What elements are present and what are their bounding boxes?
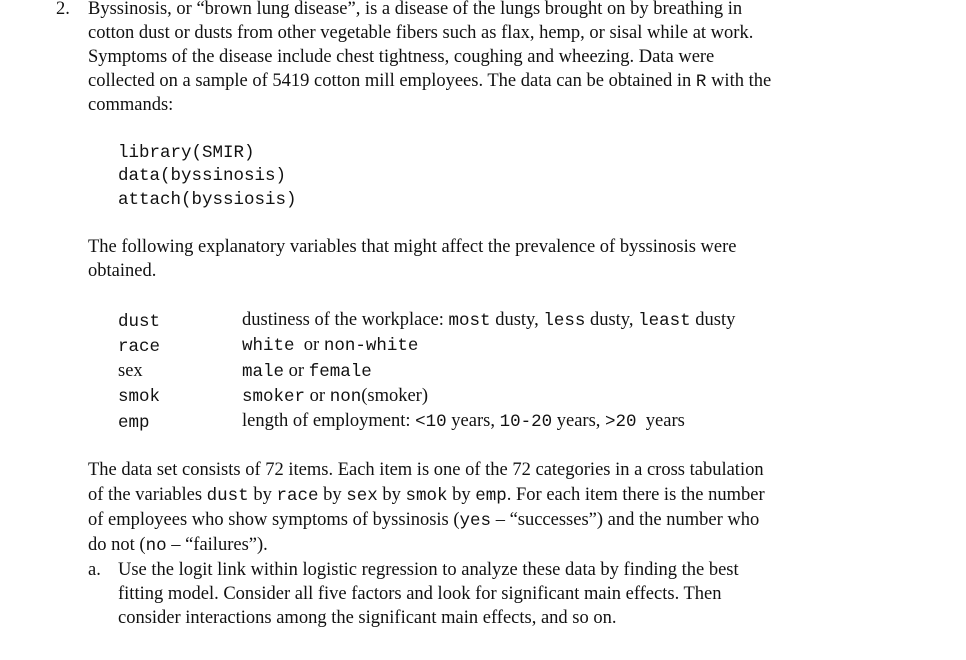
variable-name: race — [118, 337, 161, 357]
variable-description: dustiness of the workplace: most dusty, less dusty, least dusty — [242, 310, 736, 331]
dataset-line: of the variables dust by race by sex by smok by emp. For each item there is the number — [88, 485, 765, 506]
variables-intro-line: obtained. — [88, 261, 157, 281]
question-number: 2. — [56, 0, 70, 19]
intro-line: commands: — [88, 95, 174, 115]
variable-name: sex — [118, 361, 143, 381]
variable-description: white or non-white — [242, 335, 419, 356]
intro-line: Byssinosis, or “brown lung disease”, is a disease of the lungs brought on by breathing in — [88, 0, 743, 19]
dataset-line: The data set consists of 72 items. Each item is one of the 72 categories in a cross tabulation — [88, 460, 764, 480]
intro-line: collected on a sample of 5419 cotton mill employees. The data can be obtained in R with the — [88, 71, 772, 92]
variable-description: male or female — [242, 361, 372, 382]
variable-name: dust — [118, 312, 161, 332]
part-a-line: consider interactions among the significant main effects, and so on. — [118, 608, 617, 628]
variable-description: length of employment: <10 years, 10-20 years, >20 years — [242, 411, 685, 432]
dataset-line: do not (no – “failures”). — [88, 535, 268, 556]
code-line: attach(byssiosis) — [118, 190, 297, 210]
variables-intro-line: The following explanatory variables that might affect the prevalence of byssinosis were — [88, 237, 737, 257]
part-a-line: fitting model. Consider all five factors and look for significant main effects. Then — [118, 584, 722, 604]
part-a-line: Use the logit link within logistic regression to analyze these data by finding the best — [118, 560, 739, 580]
intro-line: cotton dust or dusts from other vegetable fibers such as flax, hemp, or sisal while at work. — [88, 23, 754, 43]
variable-description: smoker or non(smoker) — [242, 386, 428, 407]
code-line: data(byssinosis) — [118, 166, 287, 186]
dataset-line: of employees who show symptoms of byssinosis (yes – “successes”) and the number who — [88, 510, 760, 531]
variable-name: smok — [118, 387, 161, 407]
intro-line: Symptoms of the disease include chest tightness, coughing and wheezing. Data were — [88, 47, 715, 67]
part-a-label: a. — [88, 560, 101, 580]
code-line: library(SMIR) — [118, 143, 255, 163]
r-language-name: R — [695, 72, 707, 92]
variable-name: emp — [118, 413, 150, 433]
